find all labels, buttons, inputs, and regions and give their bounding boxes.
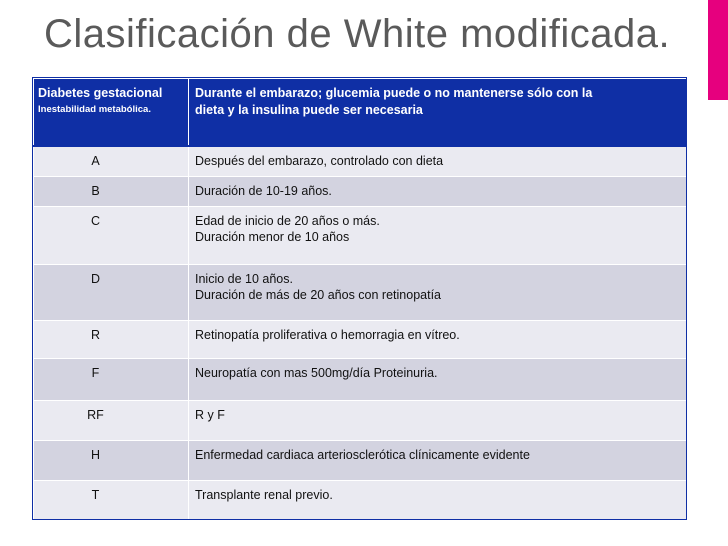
header-gestational-sublabel: Inestabilidad metabólica. — [38, 104, 151, 115]
header-description-line-1: Durante el embarazo; glucemia puede o no mantenerse sólo con la — [195, 86, 593, 100]
description-line: Duración menor de 10 años — [195, 229, 350, 244]
header-description-cell — [189, 79, 687, 147]
header-gestational-label: Diabetes gestacional — [38, 86, 163, 100]
description-line: R y F — [195, 407, 225, 422]
slide-title: Clasificación de White modificada. — [44, 12, 671, 56]
class-cell: A — [34, 146, 189, 176]
table-row — [34, 400, 687, 440]
description-cell — [189, 264, 687, 320]
description-line: Enfermedad cardiaca arteriosclerótica clínicamente evidente — [195, 447, 530, 462]
header-description-line-2: dieta y la insulina puede ser necesaria — [195, 103, 423, 117]
class-cell: B — [34, 176, 189, 206]
description-cell — [189, 480, 687, 520]
table-row — [34, 146, 687, 176]
table-row — [34, 358, 687, 400]
class-cell: D — [34, 264, 189, 320]
description-line: Después del embarazo, controlado con dieta — [195, 154, 444, 168]
class-cell: R — [34, 320, 189, 358]
table-row — [34, 480, 687, 520]
description-line: Retinopatía proliferativa o hemorragia en vítreo. — [195, 327, 460, 342]
description-line: Neuropatía con mas 500mg/día Proteinuria. — [195, 365, 438, 380]
description-cell — [189, 400, 687, 440]
class-cell: C — [34, 206, 189, 264]
description-line: Edad de inicio de 20 años o más. — [195, 213, 380, 228]
description-line: Transplante renal previo. — [195, 487, 333, 502]
description-cell — [189, 358, 687, 400]
class-cell: F — [34, 358, 189, 400]
description-cell — [189, 320, 687, 358]
table-row — [34, 440, 687, 480]
description-cell — [189, 206, 687, 264]
description-cell — [189, 146, 687, 176]
white-classification-table — [33, 78, 687, 521]
table-row — [34, 320, 687, 358]
accent-bar — [708, 0, 728, 100]
header-class-cell — [34, 79, 189, 147]
class-cell: RF — [34, 400, 189, 440]
table-row — [34, 264, 687, 320]
description-line: Duración de más de 20 años con retinopatía — [195, 287, 441, 302]
class-cell: H — [34, 440, 189, 480]
class-cell: T — [34, 480, 189, 520]
description-line: Duración de 10-19 años. — [195, 183, 332, 198]
table-row — [34, 176, 687, 206]
table-header-row — [34, 79, 687, 147]
table-row — [34, 206, 687, 264]
description-cell — [189, 176, 687, 206]
description-line: Inicio de 10 años. — [195, 271, 293, 286]
description-cell — [189, 440, 687, 480]
